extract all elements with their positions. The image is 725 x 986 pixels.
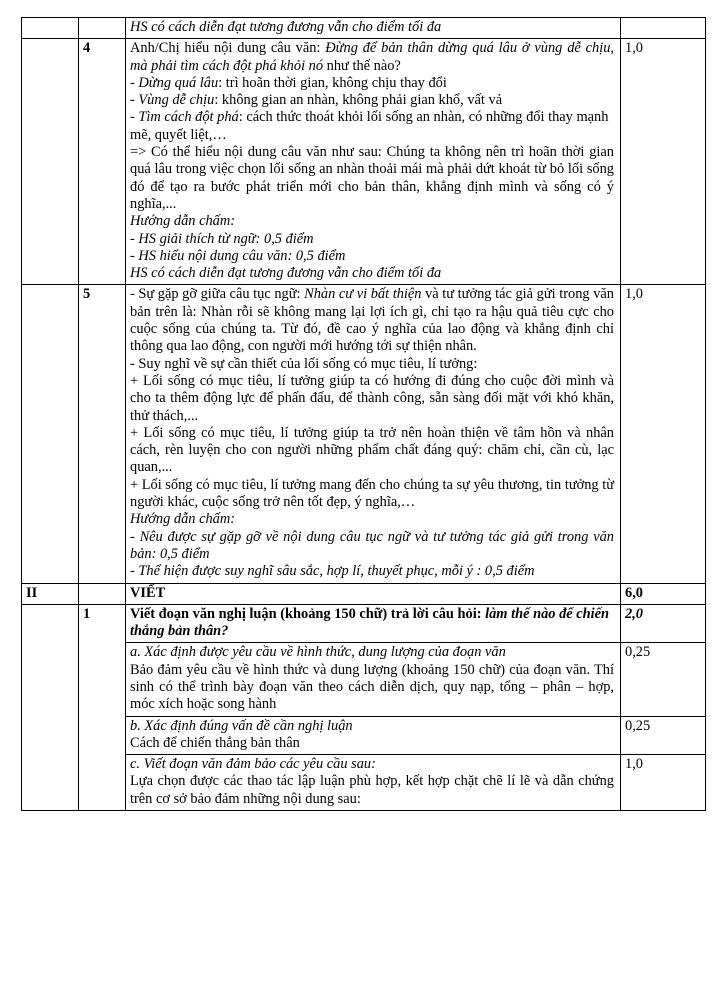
paragraph-5: + Lối sống có mục tiêu, lí tưởng mang đến cho chúng ta sự yêu thương, tin tưởng từ người khác, cuộc sống trở nên tốt đẹp, ý nghĩa,… [130,476,615,511]
table-row-part-2 [22,583,706,604]
part-number: II [22,583,79,604]
question-number: 1 [79,604,126,810]
content-cell [126,18,621,39]
guide-item: - HS hiểu nội dung câu văn: 0,5 điểm [130,247,346,264]
table-row-writing-1 [22,604,706,643]
score: 6,0 [621,583,706,604]
score: 0,25 [621,643,706,716]
score: 0,25 [621,716,706,755]
guide-title: Hướng dẫn chấm: [130,511,236,528]
table-row-question-5 [22,285,706,583]
part-cell [22,39,79,285]
table-row-question-4 [22,39,706,285]
paragraph-2: - Suy nghĩ về sự cần thiết của lối sống có mục tiêu, lí tưởng: [130,355,478,372]
term-1: - Dừng quá lâu: trì hoãn thời gian, không chịu thay đổi [130,74,447,91]
criterion-body: Bảo đảm yêu cầu về hình thức và dung lượng (khoảng 150 chữ) của đoạn văn. Thí sinh có thể trình bày đoạn văn theo cách diễn dịch, quy nạp, tổng – phân – hợp, móc xích hoặc song hành [130,661,614,713]
question-5-content [126,285,621,583]
score-cell [621,18,706,39]
score: 1,0 [621,285,706,583]
score: 1,0 [621,755,706,811]
guide-item: HS có cách diễn đạt tương đương vẫn cho điểm tối đa [130,265,442,282]
guide-item: - Nêu được sự gặp gỡ về nội dung câu tục ngữ và tư tưởng tác giả gửi trong văn bản: 0,5 điểm [130,528,614,562]
criterion-a [126,643,621,716]
score: 1,0 [621,39,706,285]
part-cell [22,285,79,583]
question-number-cell [79,18,126,39]
part-cell [22,604,79,810]
criterion-body: Lựa chọn được các thao tác lập luận phù hợp, kết hợp chặt chẽ lí lẽ và dẫn chứng trên cơ sở bảo đảm những nội dung sau: [130,773,614,807]
guide-item: - HS giải thích từ ngữ: 0,5 điểm [130,230,314,247]
criterion-b [126,716,621,755]
question-number: 4 [79,39,126,285]
part-title: VIẾT [126,583,621,604]
part-cell [22,18,79,39]
criterion-c [126,755,621,811]
criterion-heading: a. Xác định được yêu cầu về hình thức, dung lượng của đoạn văn [130,644,506,661]
criterion-body: Cách để chiến thắng bản thân [130,734,300,751]
note-text: HS có cách diễn đạt tương đương vẫn cho điểm tối đa [130,19,442,35]
criterion-heading: c. Viết đoạn văn đảm bảo các yêu cầu sau: [130,756,376,773]
criterion-heading: b. Xác định đúng vấn đề cần nghị luận [130,717,353,734]
grading-table [21,17,706,811]
score: 2,0 [621,604,706,643]
writing-1-title: Viết đoạn văn nghị luận (khoảng 150 chữ) trả lời câu hỏi: làm thế nào để chiến thắng bản thân? [126,604,621,643]
paragraph-4: + Lối sống có mục tiêu, lí tưởng giúp ta trở nên hoàn thiện về tâm hồn và nhân cách, rèn luyện cho con người những phẩm chất đáng quý: chăm chỉ, cần cù, lạc quan,... [130,424,614,476]
paragraph-3: + Lối sống có mục tiêu, lí tưởng giúp ta có hướng đi đúng cho cuộc đời mình và cho ta thêm động lực để phấn đấu, để thành công, sẵn sàng đối mặt với khó khăn, thử thách,... [130,372,614,424]
meaning-paragraph: => Có thể hiểu nội dung câu văn như sau: Chúng ta không nên trì hoãn thời gian quá lâu trong việc chọn lối sống an nhàn thoải mái mà phải dứt khoát từ bỏ lối sống đó để tạo ra bước phát triển mới cho bản thân, khẳng định mình và sống có ý nghĩa,... [130,144,614,212]
guide-title: Hướng dẫn chấm: [130,213,236,230]
table-row [22,18,706,39]
paragraph-1: - Sự gặp gỡ giữa câu tục ngữ: Nhàn cư vi bất thiện và tư tưởng tác giả gửi trong văn bản trên là: Nhàn rỗi sẽ không mang lại lợi ích gì, chỉ tạo ra hậu quả tiêu cực cho cuộc sống của chúng ta. Từ đó, đề cao ý nghĩa của lao động và khẳng định chỉ thông qua lao động, con người mới hướng tới sự thiện nhân. [130,286,614,355]
term-3: - Tìm cách đột phá: cách thức thoát khỏi lối sống an nhàn, có những đổi thay mạnh mẽ, quyết liệt,… [130,109,609,143]
question-number: 5 [79,285,126,583]
term-2: - Vùng dễ chịu: không gian an nhàn, không phải gian khổ, vất vả [130,92,503,109]
question-4-prompt: Anh/Chị hiểu nội dung câu văn: Đừng để bản thân dừng quá lâu ở vùng dễ chịu, mà phải tìm cách đột phá khỏi nó như thế nào? [130,40,614,74]
question-number-cell [79,583,126,604]
question-4-content [126,39,621,285]
guide-item: - Thể hiện được suy nghĩ sâu sắc, hợp lí, thuyết phục, mỗi ý : 0,5 điểm [130,563,535,580]
